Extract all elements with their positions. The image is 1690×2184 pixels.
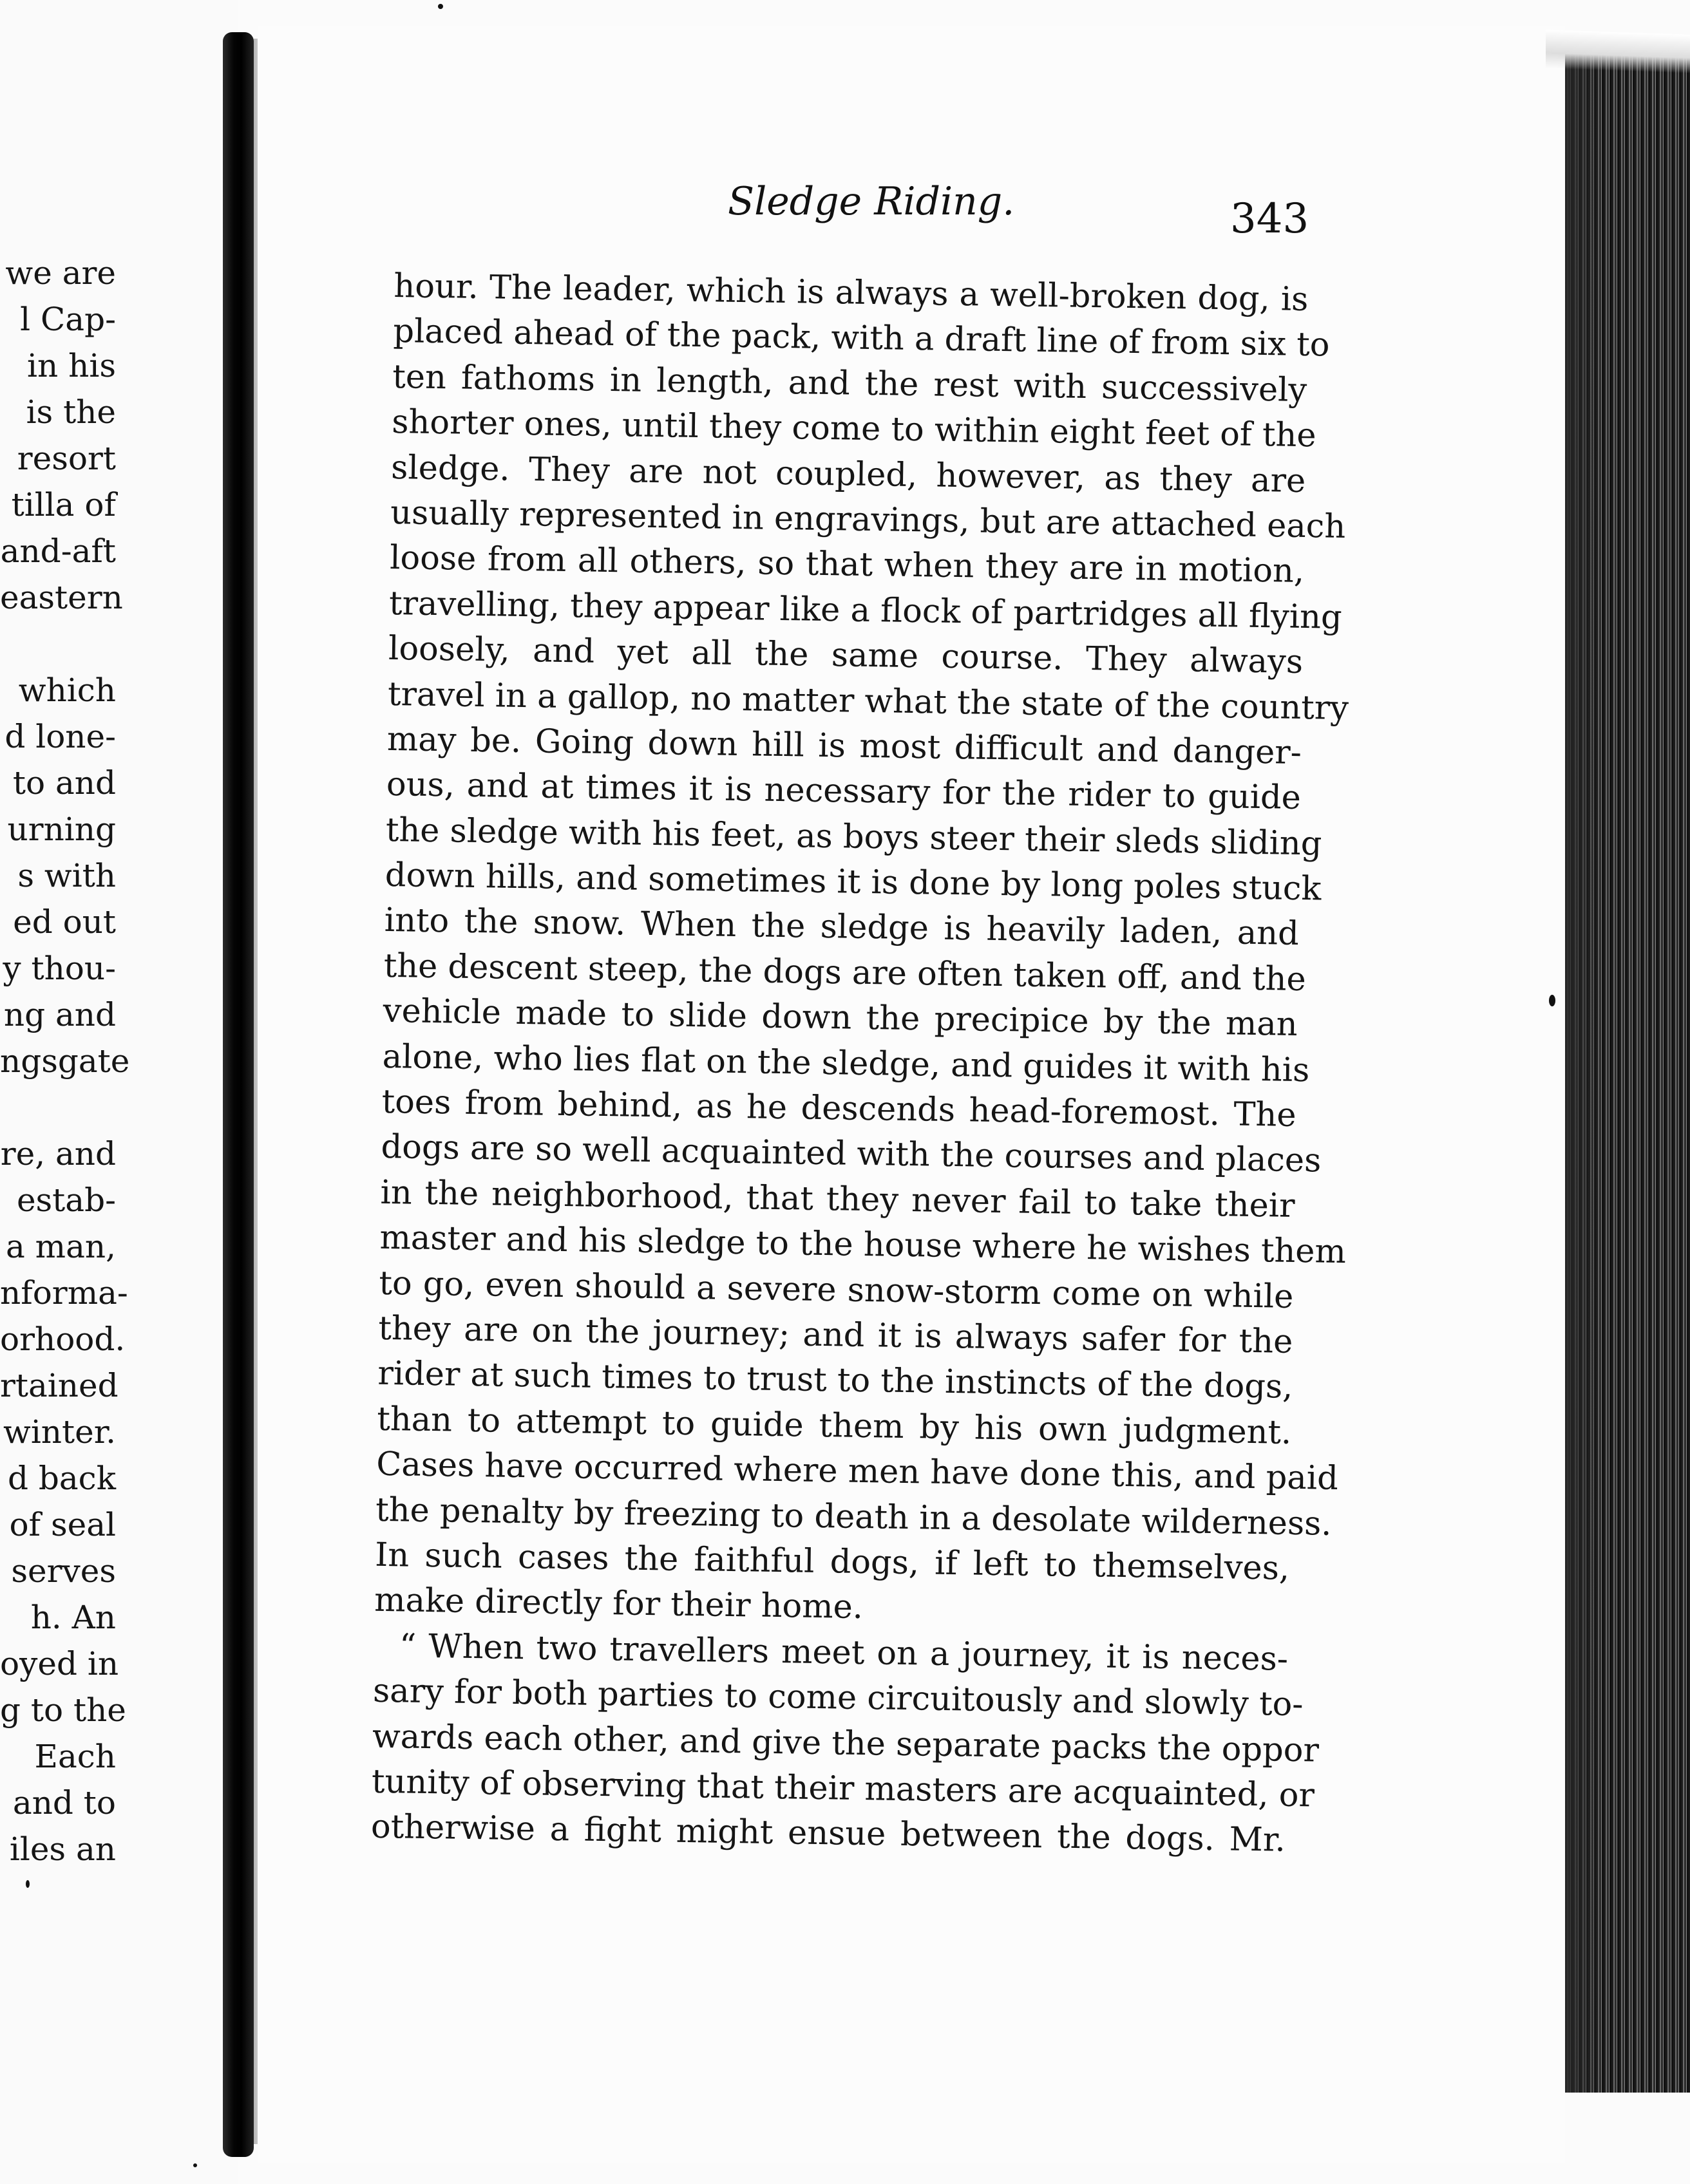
text-line: sledge. They are not coupled, however, as they are [390, 448, 1306, 500]
left-line: Each [34, 1738, 116, 1775]
left-line: winter. [3, 1413, 116, 1451]
text-line: tunity of observing that their masters are acquainted, or [371, 1762, 1315, 1815]
left-line [0, 621, 116, 667]
text-line: travel in a gallop, no matter what the state of the country [387, 675, 1349, 728]
left-line: a man, [5, 1228, 116, 1265]
text-line: ten fathoms in length, and the rest with successively [392, 357, 1307, 410]
left-line: h. An [30, 1599, 116, 1636]
left-line: and to [12, 1784, 116, 1822]
scan-speck [1549, 995, 1555, 1006]
text-line: to go, even should a severe snow-storm come on while [379, 1264, 1294, 1316]
book-gutter [223, 32, 254, 2157]
text-line: into the snow. When the sledge is heavily laden, and [384, 901, 1300, 954]
text-line: may be. Going down hill is most difficult and danger- [386, 720, 1302, 772]
left-line: y thou- [3, 950, 116, 987]
left-line: urning [7, 811, 116, 848]
text-line: otherwise a fight might ensue between the dogs. Mr. [370, 1808, 1286, 1860]
paragraph-end-line: make directly for their home. [374, 1581, 864, 1627]
left-line: ng and [3, 996, 116, 1033]
left-line: g to the [0, 1691, 126, 1729]
text-line: toes from behind, as he descends head-foremost. The [381, 1082, 1296, 1134]
text-line: Cases have occurred where men have done this, and paid [375, 1445, 1339, 1498]
left-line: nforma- [0, 1274, 128, 1312]
left-line: resort [17, 440, 116, 477]
left-line: to and [12, 764, 116, 802]
left-line: tilla of [11, 486, 116, 523]
left-page-text [0, 250, 130, 1872]
left-line: iles an [9, 1831, 116, 1868]
text-line: usually represented in engravings, but are attached each [390, 493, 1346, 546]
left-line: is the [26, 393, 116, 431]
left-line: eastern [0, 579, 123, 616]
left-line: d lone- [5, 718, 116, 755]
text-line: In such cases the faithful dogs, if left to themselves, [374, 1536, 1290, 1588]
scan-speck [26, 1880, 30, 1888]
text-line: wards each other, and give the separate packs the oppor [372, 1717, 1320, 1770]
left-line [0, 1084, 116, 1131]
left-line: ngsgate [0, 1042, 130, 1080]
text-line: rider at such times to trust to the instincts of the dogs, [377, 1355, 1293, 1407]
left-line: which [18, 672, 116, 709]
left-line: rtained [0, 1367, 119, 1404]
left-line: in his [27, 347, 116, 384]
left-line: ed out [13, 903, 116, 941]
text-line: the penalty by freezing to death in a desolate wilderness. [375, 1491, 1332, 1543]
text-line: vehicle made to slide down the precipice by the man [383, 992, 1298, 1044]
page-block-top-highlight [1546, 30, 1690, 73]
left-line: serves [11, 1552, 116, 1590]
text-line: they are on the journey; and it is always safer for the [378, 1309, 1293, 1361]
text-line: placed ahead of the pack, with a draft line of from six to [393, 312, 1330, 364]
page-block-shadow [1565, 45, 1604, 2093]
text-line: the descent steep, the dogs are often taken off, and the [383, 946, 1307, 999]
left-page-fragment [0, 0, 238, 2184]
left-line: and-aft [0, 532, 116, 570]
text-line: hour. The leader, which is always a well-broken dog, is [394, 267, 1309, 319]
left-line: re, and [0, 1135, 116, 1172]
text-line: loosely, and yet all the same course. They always [388, 630, 1304, 682]
page-number: 343 [1230, 195, 1309, 243]
body-text [370, 264, 1349, 1863]
left-line: estab- [16, 1181, 116, 1219]
text-line: than to attempt to guide them by his own judgment. [376, 1400, 1292, 1452]
left-line: d back [7, 1460, 116, 1497]
text-line: sary for both parties to come circuitously and slowly to- [372, 1671, 1304, 1724]
scan-speck [438, 4, 443, 9]
left-line: s with [17, 857, 116, 894]
left-line: we are [5, 254, 116, 292]
left-line: of seal [9, 1506, 116, 1543]
paragraph-start-line: “ When two travellers meet on a journey, it is neces- [399, 1627, 1289, 1679]
scan-speck [193, 2163, 197, 2167]
text-line: down hills, and sometimes it is done by long poles stuck [385, 856, 1322, 908]
left-line: orhood. [0, 1321, 126, 1358]
text-line: the sledge with his feet, as boys steer their sleds sliding [385, 811, 1322, 863]
running-head-title: Sledge Riding. [728, 179, 1015, 224]
text-line: in the neighborhood, that they never fail to take their [380, 1173, 1295, 1225]
left-line: oyed in [0, 1645, 119, 1682]
text-line: loose from all others, so that when they are in motion, [389, 539, 1305, 591]
text-line: dogs are so well acquainted with the courses and places [381, 1128, 1322, 1180]
text-line: shorter ones, until they come to within eight feet of the [391, 403, 1316, 455]
text-line: master and his sledge to the house where he wishes them [379, 1219, 1347, 1272]
left-line: l Cap- [20, 301, 116, 338]
text-line: alone, who lies flat on the sledge, and guides it with his [382, 1037, 1310, 1089]
text-line: ous, and at times it is necessary for the rider to guide [386, 766, 1302, 818]
text-line: travelling, they appear like a flock of partridges all flying [388, 584, 1343, 637]
